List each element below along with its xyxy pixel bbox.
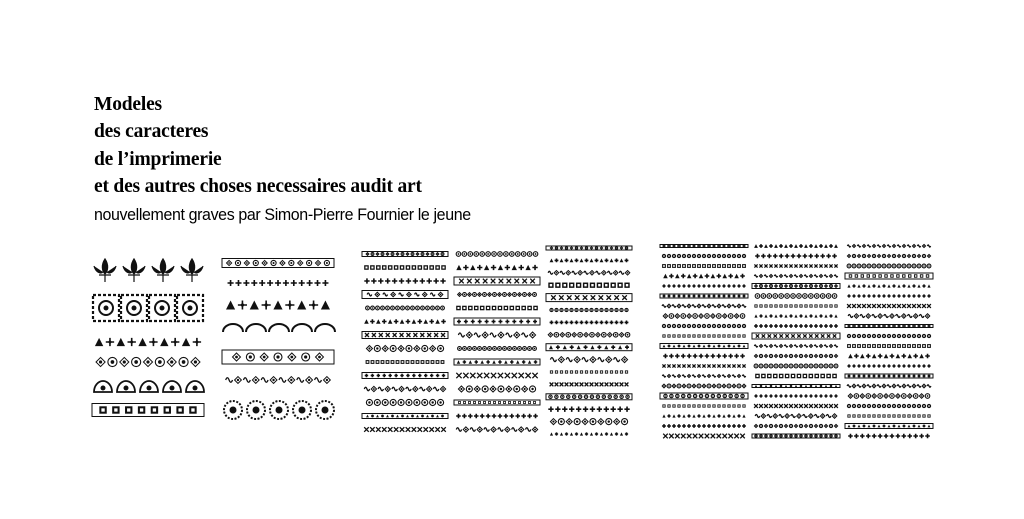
title-line-2: des caracteres <box>94 121 209 143</box>
title-line-3: de l’imprimerie <box>94 148 222 170</box>
title-line-4: et des autres choses necessaires audit art <box>94 175 422 197</box>
borders-plate-5 <box>660 244 933 438</box>
fleurons-plate-1 <box>92 259 204 417</box>
title-line-1: Modeles <box>94 94 162 115</box>
borders-plate-4 <box>546 246 632 436</box>
fleurons-plate-2 <box>222 259 335 420</box>
subtitle: nouvellement graves par Simon-Pierre Fournier le jeune <box>94 205 471 225</box>
borders-plate-3 <box>362 252 540 433</box>
